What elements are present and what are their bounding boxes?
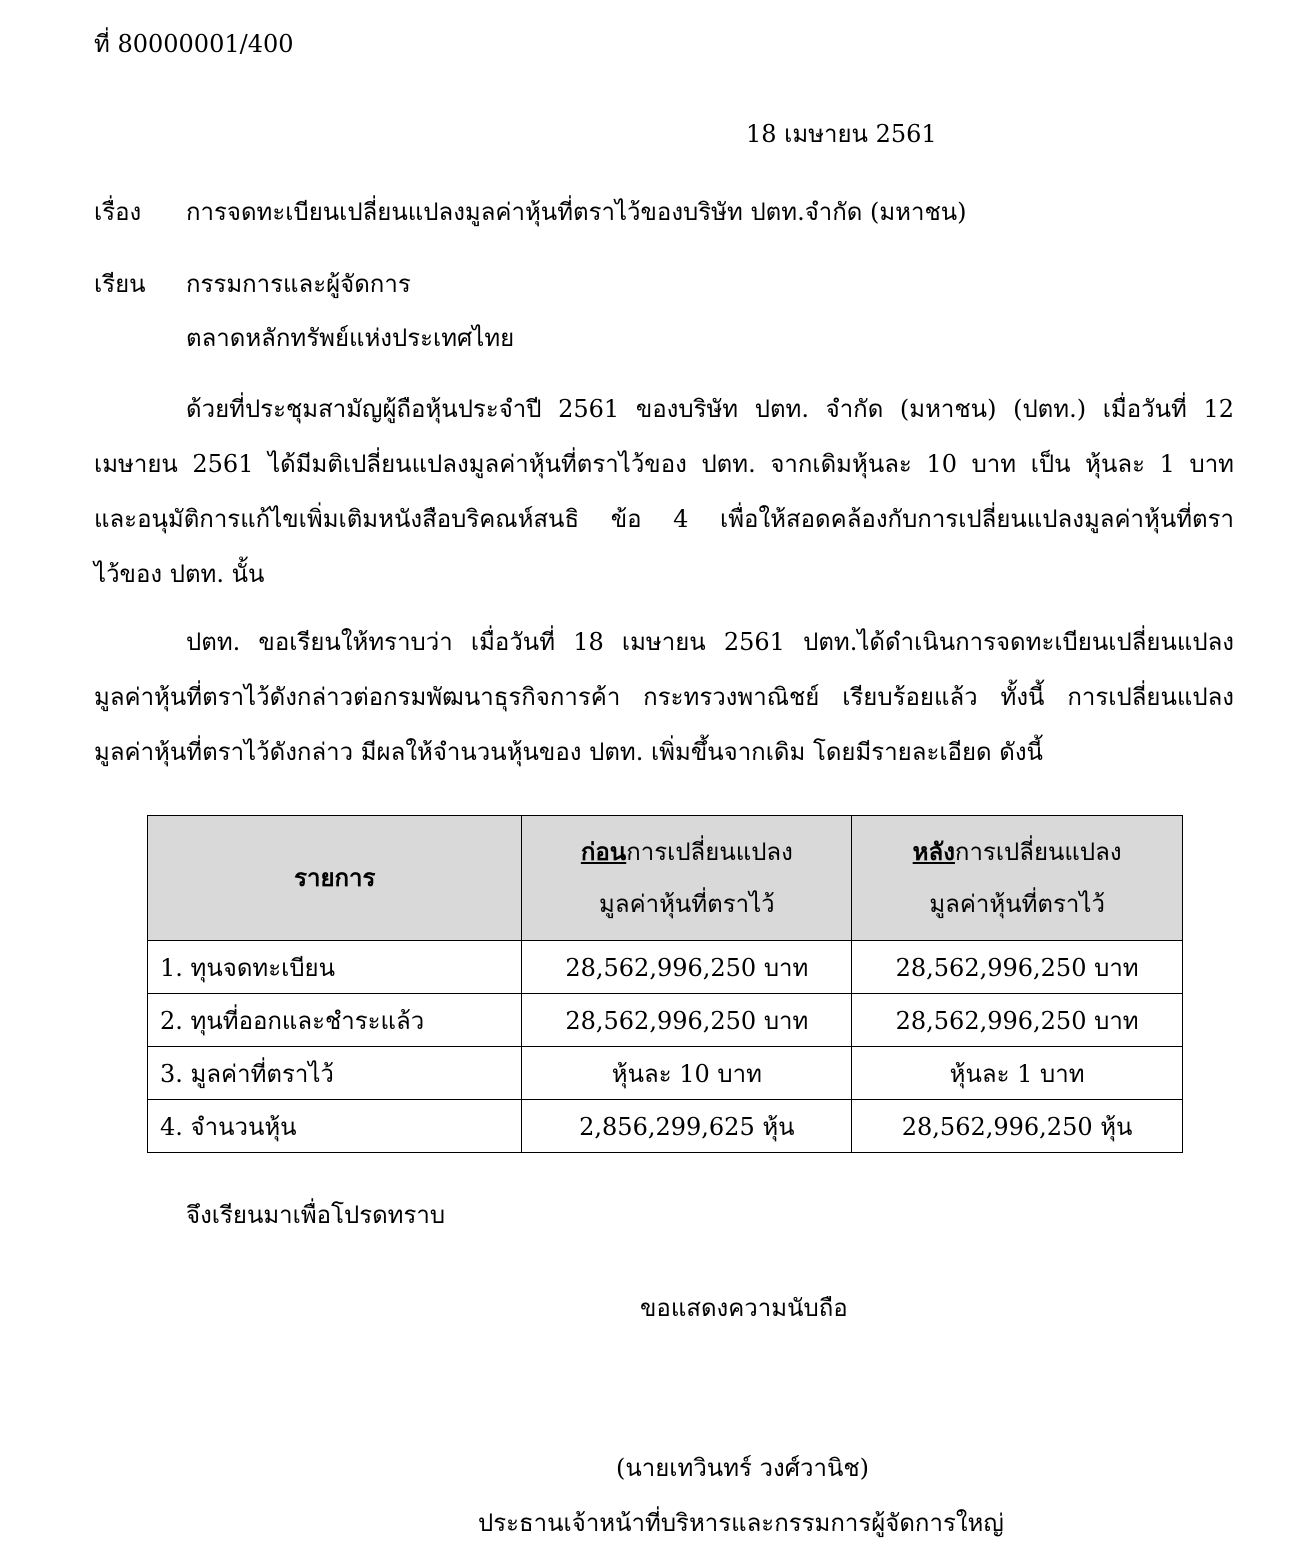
par-value-change-table	[147, 815, 1183, 1153]
paragraph-1-line-2: เมษายน 2561 ได้มีมติเปลี่ยนแปลงมูลค่าหุ้นที่ตราไว้ของ ปตท. จากเดิมหุ้นละ 10 บาท เป็น หุ้นละ 1 บาท	[94, 450, 1234, 478]
header-before-line-2: มูลค่าหุ้นที่ตราไว้	[599, 890, 775, 918]
paragraph-1-line-3: และอนุมัติการแก้ไขเพิ่มเติมหนังสือบริคณห์สนธิ ข้อ 4 เพื่อให้สอดคล้องกับการเปลี่ยนแปลงมูลค่าหุ้นที่ตรา	[94, 505, 1234, 533]
header-before-rest: การเปลี่ยนแปลง	[626, 838, 793, 866]
row-before-value: 28,562,996,250 บาท	[522, 994, 852, 1047]
row-item: 2. ทุนที่ออกและชำระแล้ว	[148, 994, 522, 1047]
signer-title: ประธานเจ้าหน้าที่บริหารและกรรมการผู้จัดการใหญ่	[478, 1509, 1004, 1537]
table-row	[148, 941, 1183, 994]
recipient-line-1: กรรมการและผู้จัดการ	[186, 270, 411, 298]
recipient-line-2: ตลาดหลักทรัพย์แห่งประเทศไทย	[186, 324, 515, 352]
paragraph-1-line-1: ด้วยที่ประชุมสามัญผู้ถือหุ้นประจำปี 2561 ของบริษัท ปตท. จำกัด (มหาชน) (ปตท.) เมื่อวันที่ 12	[186, 395, 1234, 423]
row-before-value: หุ้นละ 10 บาท	[522, 1047, 852, 1100]
header-before	[522, 816, 852, 941]
table-row	[148, 1100, 1183, 1153]
header-after	[852, 816, 1183, 941]
closing-text: จึงเรียนมาเพื่อโปรดทราบ	[186, 1201, 446, 1229]
row-item: 1. ทุนจดทะเบียน	[148, 941, 522, 994]
signer-name: (นายเทวินทร์ วงศ์วานิช)	[616, 1454, 869, 1482]
header-after-emphasis: หลัง	[912, 837, 955, 866]
recipient-label: เรียน	[94, 270, 146, 298]
row-after-value: 28,562,996,250 บาท	[852, 941, 1183, 994]
table-row	[148, 1047, 1183, 1100]
header-before-emphasis: ก่อน	[580, 837, 627, 866]
subject-label: เรื่อง	[94, 198, 142, 226]
row-item: 4. จำนวนหุ้น	[148, 1100, 522, 1153]
regards-text: ขอแสดงความนับถือ	[640, 1294, 848, 1322]
table-row	[148, 994, 1183, 1047]
row-after-value: 28,562,996,250 หุ้น	[852, 1100, 1183, 1153]
paragraph-2-line-1: ปตท. ขอเรียนให้ทราบว่า เมื่อวันที่ 18 เมษายน 2561 ปตท.ได้ดำเนินการจดทะเบียนเปลี่ยนแปลง	[186, 628, 1234, 656]
row-before-value: 2,856,299,625 หุ้น	[522, 1100, 852, 1153]
header-after-line-2: มูลค่าหุ้นที่ตราไว้	[929, 890, 1105, 918]
row-before-value: 28,562,996,250 บาท	[522, 941, 852, 994]
row-after-value: 28,562,996,250 บาท	[852, 994, 1183, 1047]
header-after-rest: การเปลี่ยนแปลง	[954, 838, 1122, 866]
row-after-value: หุ้นละ 1 บาท	[852, 1047, 1183, 1100]
reference-number: ที่ 80000001/400	[94, 30, 294, 58]
row-item: 3. มูลค่าที่ตราไว้	[148, 1047, 522, 1100]
paragraph-2-line-3: มูลค่าหุ้นที่ตราไว้ดังกล่าว มีผลให้จำนวนหุ้นของ ปตท. เพิ่มขึ้นจากเดิม โดยมีรายละเอียด ดังนี้	[94, 738, 1043, 766]
header-item: รายการ	[148, 816, 522, 941]
paragraph-2-line-2: มูลค่าหุ้นที่ตราไว้ดังกล่าวต่อกรมพัฒนาธุรกิจการค้า กระทรวงพาณิชย์ เรียบร้อยแล้ว ทั้งนี้ การเปลี่ยนแปลง	[94, 683, 1234, 711]
table-header-row	[148, 816, 1183, 941]
letter-date: 18 เมษายน 2561	[746, 120, 937, 148]
paragraph-1-line-4: ไว้ของ ปตท. นั้น	[94, 560, 265, 588]
subject-text: การจดทะเบียนเปลี่ยนแปลงมูลค่าหุ้นที่ตราไว้ของบริษัท ปตท.จำกัด (มหาชน)	[186, 198, 967, 226]
